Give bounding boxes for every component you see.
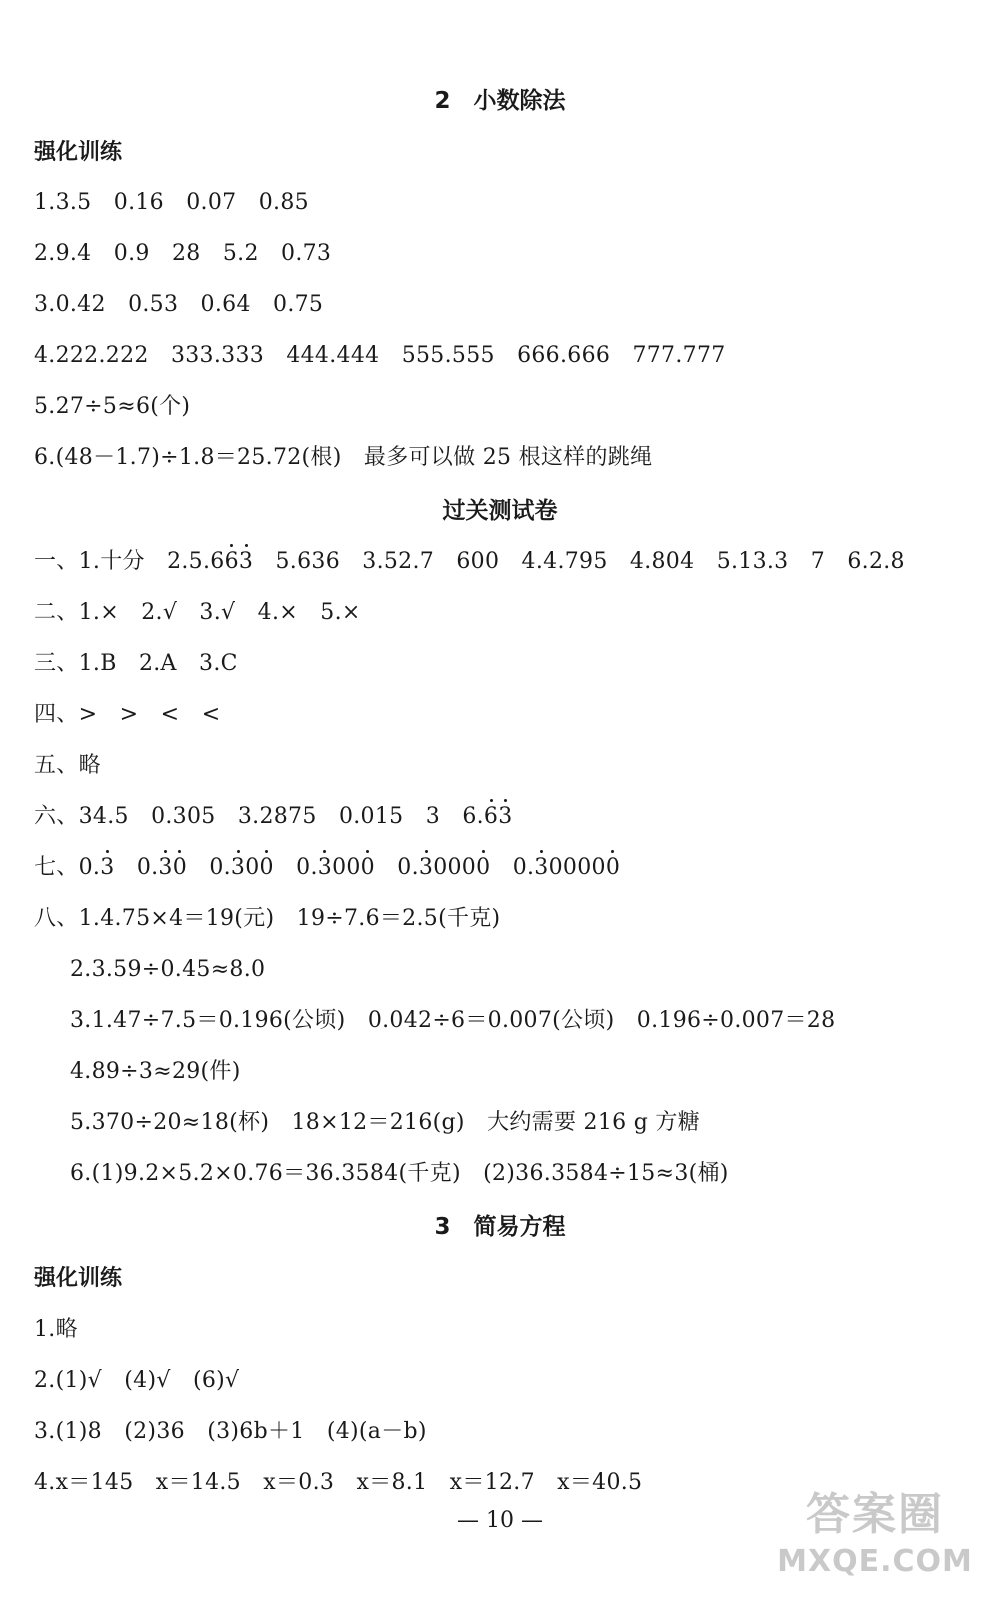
answer-line: 2.(1)√ (4)√ (6)√ <box>34 1368 240 1393</box>
answer-line: 4.x＝145 x＝14.5 x＝0.3 x＝8.1 x＝12.7 x＝40.5 <box>34 1470 643 1495</box>
watermark-logo: 答案圈 <box>806 1489 944 1540</box>
answer-line: 4.89÷3≈29(件) <box>70 1059 241 1084</box>
answer-line: 3.1.47÷7.5＝0.196(公顷) 0.042÷6＝0.007(公顷) 0.196÷0.007＝28 <box>70 1008 836 1033</box>
answer-line: 五、略 <box>34 753 101 778</box>
section-3-subtitle: 强化训练 <box>34 1266 123 1291</box>
answer-line: 八、1.4.75×4＝19(元) 19÷7.6＝2.5(千克) <box>34 906 501 931</box>
answer-line: 6.(48－1.7)÷1.8＝25.72(根) 最多可以做 25 根这样的跳绳 <box>34 445 653 470</box>
answer-line: 6.(1)9.2×5.2×0.76＝36.3584(千克) (2)36.3584÷15≈3(桶) <box>70 1161 729 1186</box>
answer-line: 2.3.59÷0.45≈8.0 <box>70 957 266 982</box>
answer-line: 3.(1)8 (2)36 (3)6b＋1 (4)(a－b) <box>34 1419 427 1444</box>
section-2-title: 2 小数除法 <box>434 88 566 114</box>
answer-line: 4.222.222 333.333 444.444 555.555 666.666 777.777 <box>34 343 726 368</box>
answer-line: 二、1.× 2.√ 3.√ 4.× 5.× <box>34 600 361 625</box>
answer-line: 一、1.十分 2.5.663 5.636 3.52.7 600 4.4.795 4.804 5.13.3 7 6.2.8 <box>34 547 905 577</box>
answer-line: 六、34.5 0.305 3.2875 0.015 3 6.63 <box>34 802 513 832</box>
answer-line: 5.27÷5≈6(个) <box>34 394 191 419</box>
answer-line: 2.9.4 0.9 28 5.2 0.73 <box>34 241 332 266</box>
answer-line: 5.370÷20≈18(杯) 18×12＝216(g) 大约需要 216 g 方糖 <box>70 1110 701 1135</box>
answer-line: 3.0.42 0.53 0.64 0.75 <box>34 292 324 317</box>
test-title: 过关测试卷 <box>442 498 558 524</box>
answer-line: 三、1.B 2.A 3.C <box>34 651 238 676</box>
answer-line: 七、0.3 0.30 0.300 0.3000 0.30000 0.300000 <box>34 853 620 883</box>
section-2-subtitle: 强化训练 <box>34 140 123 165</box>
answer-line: 1.略 <box>34 1317 78 1342</box>
answer-line: 1.3.5 0.16 0.07 0.85 <box>34 190 309 215</box>
answer-line: 四、> > < < <box>34 702 221 727</box>
watermark-site: MXQE.COM <box>777 1544 973 1579</box>
section-3-title: 3 简易方程 <box>434 1214 566 1240</box>
watermark <box>766 1486 984 1598</box>
page-number: — 10 — <box>457 1508 543 1533</box>
